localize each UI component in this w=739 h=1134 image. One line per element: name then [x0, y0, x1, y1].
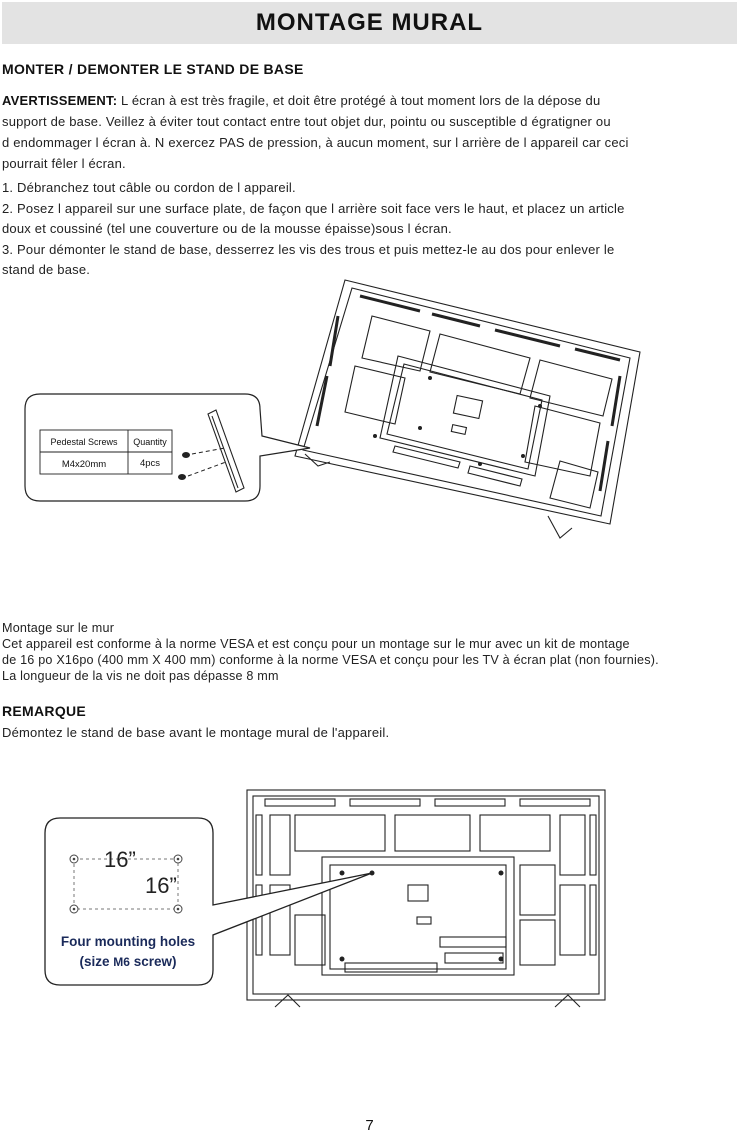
step-3: 3. Pour démonter le stand de base, desserrez les vis des trous et puis mettez-le au dos pour enlever le: [2, 241, 615, 257]
warning-line-4: pourrait fêler l écran.: [2, 156, 126, 171]
mount-holes-title: Four mounting holes: [60, 934, 196, 949]
screw-callout-bubble: [25, 394, 310, 501]
screw-table-header-qty: Quantity: [133, 437, 167, 447]
remarque-heading: REMARQUE: [2, 703, 87, 719]
steps-list: [2, 178, 732, 281]
page-title: MONTAGE MURAL: [255, 9, 484, 36]
section-heading-stand: MONTER / DEMONTER LE STAND DE BASE: [2, 61, 304, 77]
wall-mount-line-3: La longueur de la vis ne doit pas dépasse 8 mm: [2, 669, 279, 683]
step-1: 1. Débranchez tout câble ou cordon de l appareil.: [2, 180, 296, 195]
page-number: 7: [365, 1117, 374, 1134]
screw-table-header-name: Pedestal Screws: [50, 437, 118, 447]
screw-table-size: M4x20mm: [61, 459, 107, 470]
step-3-cont: stand de base.: [2, 262, 91, 277]
warning-line-3: d endommager l écran à. N exercez PAS de pression, à aucun moment, sur l arrière de l appareil car ceci: [2, 135, 629, 150]
vesa-mount-diagram: [0, 785, 739, 1015]
page-title-bar: [2, 2, 737, 44]
step-2: 2. Posez l appareil sur une surface plate, de façon que l arrière soit face vers le haut, et placez un article: [2, 200, 625, 216]
wall-mount-paragraph: [2, 620, 732, 684]
warning-line-1: AVERTISSEMENT: L écran à est très fragile, et doit être protégé à tout moment lors de la dépose du: [2, 93, 601, 108]
step-2-cont: doux et coussiné (tel une couverture ou de la mousse épaisse)sous l écran.: [2, 221, 452, 236]
screw-table-qty: 4pcs: [139, 458, 161, 469]
stand-removal-diagram: [0, 276, 739, 576]
mount-width-label: 16”: [104, 847, 136, 872]
tv-center-panel: [322, 857, 514, 975]
warning-label: AVERTISSEMENT:: [2, 93, 118, 108]
mount-height-label: 16”: [145, 873, 177, 898]
wall-mount-line-2: de 16 po X16po (400 mm X 400 mm) conforme à la norme VESA et conçu pour les TV à écran plat (non fournies).: [2, 653, 659, 667]
wall-mount-line-1: Cet appareil est conforme à la norme VESA et est conçu pour un montage sur le mur avec un kit de montage: [2, 637, 630, 651]
warning-paragraph: [2, 90, 732, 174]
mount-screw-size: (size M6 screw): [79, 954, 177, 969]
remarque-text: Démontez le stand de base avant le montage mural de l'appareil.: [2, 725, 390, 740]
wall-mount-title: Montage sur le mur: [2, 621, 115, 635]
warning-line-2: support de base. Veillez à éviter tout contact entre tout objet dur, pointu ou susceptible d égratigner ou: [2, 114, 611, 129]
